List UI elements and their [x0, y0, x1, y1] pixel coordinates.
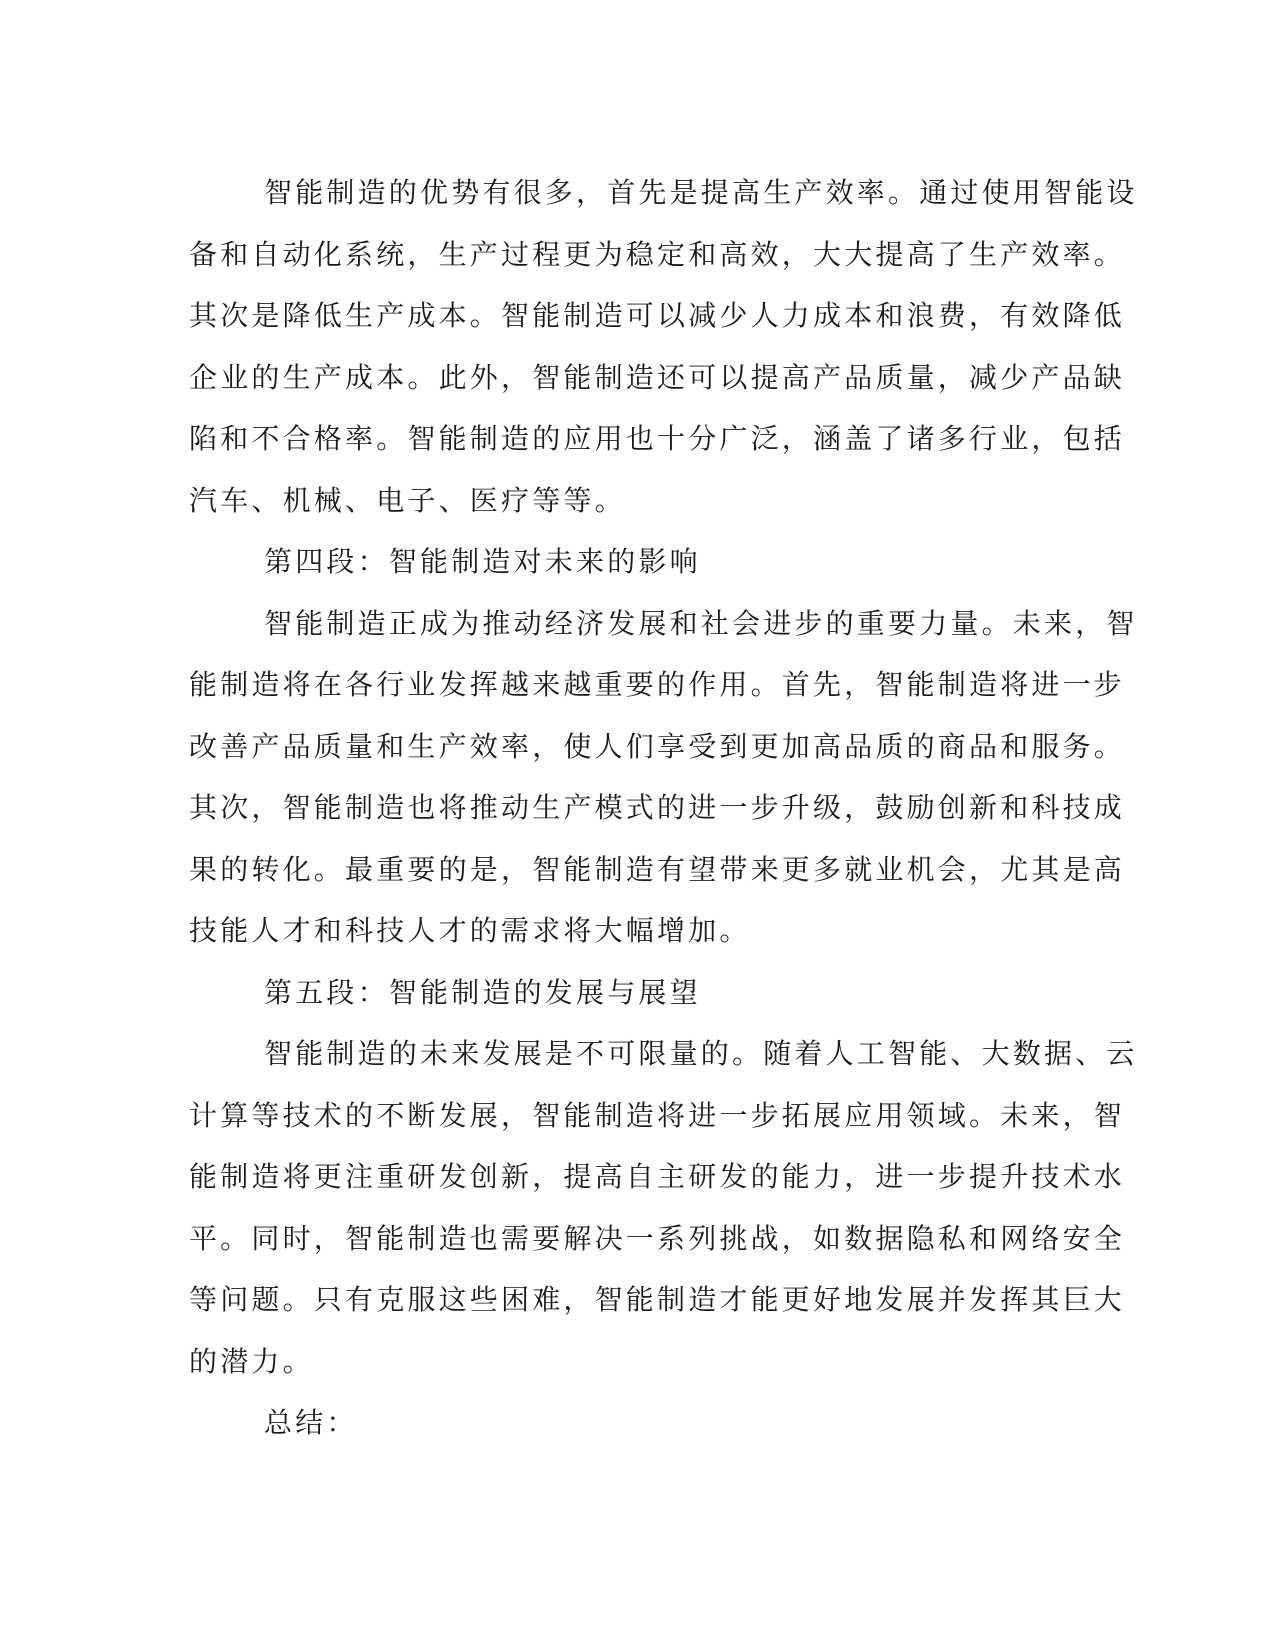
text-line: 汽车、机械、电子、医疗等等。 — [189, 483, 626, 517]
text-line: 能制造将在各行业发挥越来越重要的作用。首先，智能制造将进一步 — [189, 668, 1126, 701]
text-line: 企业的生产成本。此外，智能制造还可以提高产品质量，减少产品缺 — [189, 360, 1126, 394]
text-line: 平。同时，智能制造也需要解决一系列挑战，如数据隐私和网络安全 — [189, 1221, 1126, 1255]
section-heading-5: 第五段：智能制造的发展与展望 — [264, 975, 701, 1009]
text-line: 等问题。只有克服这些困难，智能制造才能更好地发展并发挥其巨大 — [189, 1283, 1126, 1316]
text-line: 陷和不合格率。智能制造的应用也十分广泛，涵盖了诸多行业，包括 — [189, 422, 1126, 455]
text-line: 智能制造正成为推动经济发展和社会进步的重要力量。未来，智 — [264, 606, 1138, 640]
text-line: 智能制造的优势有很多，首先是提高生产效率。通过使用智能设 — [264, 176, 1138, 209]
summary-heading: 总结： — [264, 1406, 358, 1439]
text-line: 其次是降低生产成本。智能制造可以减少人力成本和浪费，有效降低 — [189, 299, 1126, 332]
document-body — [189, 162, 1138, 1454]
paragraph-advantages — [189, 162, 1138, 531]
text-line: 能制造将更注重研发创新，提高自主研发的能力，进一步提升技术水 — [189, 1160, 1126, 1193]
text-line: 改善产品质量和生产效率，使人们享受到更加高品质的商品和服务。 — [189, 729, 1126, 763]
text-line: 的潜力。 — [189, 1344, 314, 1378]
paragraph-future-impact — [189, 593, 1138, 962]
text-line: 智能制造的未来发展是不可限量的。随着人工智能、大数据、云 — [264, 1037, 1138, 1070]
text-line: 果的转化。最重要的是，智能制造有望带来更多就业机会，尤其是高 — [189, 852, 1126, 886]
text-line: 技能人才和科技人才的需求将大幅增加。 — [189, 914, 751, 947]
section-heading-4: 第四段：智能制造对未来的影响 — [264, 545, 701, 578]
paragraph-development-outlook — [189, 1023, 1138, 1392]
text-line: 计算等技术的不断发展，智能制造将进一步拓展应用领域。未来，智 — [189, 1098, 1126, 1132]
text-line: 其次，智能制造也将推动生产模式的进一步升级，鼓励创新和科技成 — [189, 791, 1126, 824]
text-line: 备和自动化系统，生产过程更为稳定和高效，大大提高了生产效率。 — [189, 237, 1126, 271]
